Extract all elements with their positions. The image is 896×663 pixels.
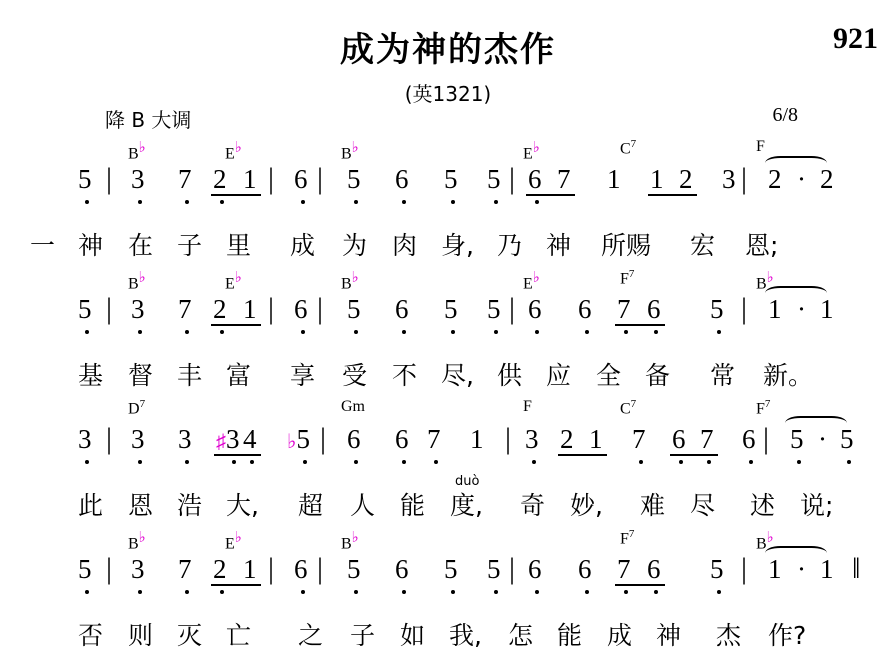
dotted-extension: · bbox=[818, 424, 827, 454]
note-digit: 1 bbox=[243, 164, 257, 194]
beam-underline bbox=[214, 454, 261, 456]
chord-symbol: B♭ bbox=[756, 530, 774, 553]
note-digit: 6 bbox=[672, 424, 686, 454]
note-digit: 6 bbox=[647, 554, 661, 584]
note-digit: 2 bbox=[679, 164, 693, 194]
barline: | bbox=[268, 162, 275, 195]
lyric-syllable: 常 bbox=[710, 361, 736, 390]
note-digit: 3 bbox=[525, 424, 539, 454]
lyric-syllable: 人 bbox=[350, 491, 376, 520]
note-digit: 7 bbox=[632, 424, 646, 454]
note-digit: 2 bbox=[213, 294, 227, 324]
barline: | bbox=[741, 162, 748, 195]
octave-dot-low bbox=[451, 200, 455, 204]
octave-dot-low bbox=[85, 200, 89, 204]
chord-symbol: B♭ bbox=[128, 530, 146, 553]
lyric-syllable: 不 bbox=[392, 361, 418, 390]
lyric-syllable: 供 bbox=[497, 361, 523, 390]
note-digit: 1 bbox=[650, 164, 664, 194]
lyric-syllable: 所赐 bbox=[601, 231, 652, 260]
lyric-syllable: 备 bbox=[645, 361, 671, 390]
note-digit: 2 bbox=[213, 554, 227, 584]
note-row-1 bbox=[0, 160, 896, 218]
chord-symbol: $F^7$ bbox=[756, 398, 771, 418]
lyric-syllable: 则 bbox=[128, 621, 154, 650]
octave-dot-low bbox=[679, 460, 683, 464]
lyric-syllable: 一 bbox=[30, 231, 56, 260]
lyric-syllable: 浩 bbox=[177, 491, 203, 520]
note-digit: 3 bbox=[131, 424, 145, 454]
chord-symbol: B♭ bbox=[341, 140, 359, 163]
pinyin-annotation: duò bbox=[455, 474, 480, 489]
note-digit: 6 bbox=[528, 164, 542, 194]
lyric-syllable: 身, bbox=[441, 231, 474, 260]
octave-dot-low bbox=[402, 330, 406, 334]
octave-dot-low bbox=[585, 590, 589, 594]
note-row-3 bbox=[0, 420, 896, 478]
octave-dot-low bbox=[354, 460, 358, 464]
lyric-syllable: 此 bbox=[78, 491, 104, 520]
octave-dot-low bbox=[354, 330, 358, 334]
beam-underline bbox=[211, 584, 261, 586]
octave-dot-low bbox=[654, 330, 658, 334]
chord-symbol: $F^7$ bbox=[620, 528, 635, 548]
note-digit: 1 bbox=[589, 424, 603, 454]
note-digit: ♭5 bbox=[287, 424, 310, 454]
chord-symbol: E♭ bbox=[225, 140, 242, 163]
lyric-syllable: 怎 bbox=[508, 621, 534, 650]
lyric-syllable: 富 bbox=[226, 361, 252, 390]
lyric-syllable: 基 bbox=[78, 361, 104, 390]
chord-symbol: $C^7$ bbox=[620, 398, 637, 418]
octave-dot-low bbox=[301, 330, 305, 334]
barline: | bbox=[317, 292, 324, 325]
chord-symbol: B♭ bbox=[128, 140, 146, 163]
lyric-syllable: 恩 bbox=[128, 491, 154, 520]
octave-dot-low bbox=[185, 330, 189, 334]
key-signature: 降 B 大调 bbox=[105, 108, 192, 132]
note-digit: 6 bbox=[294, 164, 308, 194]
note-digit: 1 bbox=[768, 294, 782, 324]
chord-symbol: $F^7$ bbox=[620, 268, 635, 288]
octave-dot-low bbox=[494, 590, 498, 594]
octave-dot-low bbox=[717, 590, 721, 594]
lyric-syllable: 作? bbox=[768, 621, 807, 650]
octave-dot-low bbox=[535, 200, 539, 204]
note-digit: 7 bbox=[178, 554, 192, 584]
lyric-syllable: 神 bbox=[656, 621, 682, 650]
note-digit: 5 bbox=[444, 164, 458, 194]
note-digit: 1 bbox=[820, 294, 834, 324]
note-digit: 5 bbox=[487, 294, 501, 324]
note-digit: 5 bbox=[444, 294, 458, 324]
lyric-syllable: 成 bbox=[607, 621, 633, 650]
octave-dot-low bbox=[402, 460, 406, 464]
octave-dot-low bbox=[138, 460, 142, 464]
slur bbox=[765, 286, 827, 300]
note-digit: 5 bbox=[710, 294, 724, 324]
chord-symbol: $D^7$ bbox=[128, 398, 146, 418]
lyric-syllable: 难 bbox=[640, 491, 666, 520]
octave-dot-low bbox=[797, 460, 801, 464]
chord-symbol: B♭ bbox=[341, 270, 359, 293]
lyric-syllable: 尽, bbox=[441, 361, 474, 390]
octave-dot-low bbox=[354, 200, 358, 204]
note-digit: 3 bbox=[131, 164, 145, 194]
lyric-syllable: 应 bbox=[546, 361, 572, 390]
barline: | bbox=[741, 292, 748, 325]
chord-row-3 bbox=[0, 398, 896, 420]
octave-dot-low bbox=[85, 330, 89, 334]
lyric-syllable: 神 bbox=[546, 231, 572, 260]
note-digit: 5 bbox=[347, 294, 361, 324]
note-digit: 1 bbox=[820, 554, 834, 584]
beam-underline bbox=[615, 324, 665, 326]
note-digit: 6 bbox=[742, 424, 756, 454]
music-system-3 bbox=[0, 398, 896, 518]
note-digit: 5 bbox=[444, 554, 458, 584]
barline: | bbox=[505, 422, 512, 455]
octave-dot-low bbox=[220, 330, 224, 334]
lyric-syllable: 灭 bbox=[177, 621, 203, 650]
lyric-syllable: 成 bbox=[290, 231, 316, 260]
lyric-syllable: 述 bbox=[750, 491, 776, 520]
slur bbox=[785, 416, 847, 430]
note-digit: 6 bbox=[347, 424, 361, 454]
note-digit: 5 bbox=[840, 424, 854, 454]
note-digit: 5 bbox=[347, 554, 361, 584]
octave-dot-low bbox=[301, 200, 305, 204]
chord-symbol: B♭ bbox=[128, 270, 146, 293]
lyric-syllable: 恩; bbox=[745, 231, 779, 260]
lyric-syllable: 之 bbox=[298, 621, 324, 650]
lyric-syllable: 丰 bbox=[177, 361, 203, 390]
octave-dot-low bbox=[535, 590, 539, 594]
note-digit: 5 bbox=[78, 554, 92, 584]
barline: | bbox=[106, 292, 113, 325]
lyric-syllable: 说; bbox=[800, 491, 834, 520]
chord-symbol: E♭ bbox=[225, 270, 242, 293]
lyric-syllable: 受 bbox=[342, 361, 368, 390]
octave-dot-low bbox=[847, 460, 851, 464]
octave-dot-low bbox=[717, 330, 721, 334]
lyric-syllable: 宏 bbox=[690, 231, 716, 260]
lyric-syllable: 否 bbox=[78, 621, 104, 650]
octave-dot-low bbox=[138, 200, 142, 204]
note-digit: 1 bbox=[243, 294, 257, 324]
lyric-syllable: 杰 bbox=[716, 621, 742, 650]
note-digit: 5 bbox=[487, 554, 501, 584]
lyric-syllable: 子 bbox=[350, 621, 376, 650]
note-digit: 5 bbox=[487, 164, 501, 194]
note-row-4 bbox=[0, 550, 896, 608]
barline: | bbox=[317, 162, 324, 195]
note-digit: 5 bbox=[78, 294, 92, 324]
slur bbox=[765, 156, 827, 170]
barline: | bbox=[320, 422, 327, 455]
note-digit: 5 bbox=[78, 164, 92, 194]
octave-dot-low bbox=[138, 590, 142, 594]
note-digit: ♯3 bbox=[216, 424, 240, 454]
octave-dot-low bbox=[451, 590, 455, 594]
beam-underline bbox=[670, 454, 718, 456]
lyric-syllable: 子 bbox=[177, 231, 203, 260]
lyric-syllable: 能 bbox=[557, 621, 583, 650]
chord-symbol: B♭ bbox=[341, 530, 359, 553]
note-digit: 1 bbox=[470, 424, 484, 454]
note-digit: 1 bbox=[768, 554, 782, 584]
note-digit: 3 bbox=[131, 294, 145, 324]
note-digit: 1 bbox=[607, 164, 621, 194]
barline: | bbox=[106, 552, 113, 585]
final-barline: ‖ bbox=[852, 552, 861, 585]
note-digit: 6 bbox=[647, 294, 661, 324]
chord-row-4 bbox=[0, 528, 896, 553]
beam-underline bbox=[526, 194, 575, 196]
note-digit: 6 bbox=[294, 554, 308, 584]
dotted-extension: · bbox=[797, 554, 806, 584]
note-digit: 7 bbox=[617, 294, 631, 324]
slur bbox=[765, 546, 827, 560]
octave-dot-low bbox=[624, 590, 628, 594]
note-digit: 7 bbox=[178, 294, 192, 324]
lyric-syllable: 全 bbox=[596, 361, 622, 390]
chord-symbol: B♭ bbox=[756, 270, 774, 293]
time-signature: 6/8 bbox=[772, 104, 798, 126]
barline: | bbox=[268, 292, 275, 325]
beam-underline bbox=[211, 324, 261, 326]
note-digit: 6 bbox=[528, 554, 542, 584]
note-digit: 6 bbox=[395, 294, 409, 324]
note-digit: 5 bbox=[790, 424, 804, 454]
dotted-extension: · bbox=[797, 294, 806, 324]
note-digit: 6 bbox=[578, 554, 592, 584]
note-digit: 6 bbox=[294, 294, 308, 324]
chord-symbol: E♭ bbox=[225, 530, 242, 553]
note-digit: 2 bbox=[768, 164, 782, 194]
page-title: 成为神的杰作 bbox=[340, 30, 556, 70]
subtitle: (英1321) bbox=[404, 82, 492, 106]
note-digit: 7 bbox=[178, 164, 192, 194]
octave-dot-low bbox=[532, 460, 536, 464]
note-digit: 2 bbox=[213, 164, 227, 194]
lyric-syllable: 尽 bbox=[690, 491, 716, 520]
dotted-extension: · bbox=[797, 164, 806, 194]
lyric-syllable: 我, bbox=[449, 621, 482, 650]
chord-symbol: F bbox=[756, 138, 765, 155]
barline: | bbox=[106, 162, 113, 195]
barline: | bbox=[509, 162, 516, 195]
note-digit: 4 bbox=[243, 424, 257, 454]
octave-dot-low bbox=[402, 200, 406, 204]
note-digit: 3 bbox=[722, 164, 736, 194]
lyric-syllable: 里 bbox=[226, 231, 252, 260]
octave-dot-low bbox=[185, 460, 189, 464]
note-digit: 5 bbox=[710, 554, 724, 584]
note-digit: 6 bbox=[578, 294, 592, 324]
note-digit: 1 bbox=[243, 554, 257, 584]
note-digit: 6 bbox=[395, 554, 409, 584]
lyric-row-4 bbox=[0, 608, 896, 648]
lyric-syllable: 妙, bbox=[570, 491, 603, 520]
note-digit: 6 bbox=[395, 164, 409, 194]
lyric-syllable: 肉 bbox=[392, 231, 418, 260]
octave-dot-low bbox=[301, 590, 305, 594]
chord-symbol: Gm bbox=[341, 398, 365, 415]
chord-symbol: $C^7$ bbox=[620, 138, 637, 158]
note-row-2 bbox=[0, 290, 896, 348]
lyric-syllable: 如 bbox=[400, 621, 426, 650]
octave-dot-low bbox=[185, 200, 189, 204]
beam-underline bbox=[615, 584, 665, 586]
note-digit: 7 bbox=[427, 424, 441, 454]
chord-row-1 bbox=[0, 138, 896, 163]
lyric-syllable: 亡 bbox=[226, 621, 252, 650]
beam-underline bbox=[648, 194, 697, 196]
octave-dot-low bbox=[354, 590, 358, 594]
lyric-syllable: 乃 bbox=[497, 231, 523, 260]
note-digit: 7 bbox=[700, 424, 714, 454]
octave-dot-low bbox=[749, 460, 753, 464]
note-digit: 5 bbox=[347, 164, 361, 194]
note-digit: 3 bbox=[178, 424, 192, 454]
octave-dot-low bbox=[250, 460, 254, 464]
barline: | bbox=[106, 422, 113, 455]
octave-dot-low bbox=[232, 460, 236, 464]
chord-symbol: F bbox=[523, 398, 532, 415]
octave-dot-low bbox=[707, 460, 711, 464]
octave-dot-low bbox=[220, 200, 224, 204]
octave-dot-low bbox=[585, 330, 589, 334]
lyric-syllable: 在 bbox=[128, 231, 154, 260]
chord-symbol: E♭ bbox=[523, 270, 540, 293]
note-digit: 2 bbox=[560, 424, 574, 454]
music-system-1 bbox=[0, 138, 896, 258]
lyric-row-2 bbox=[0, 348, 896, 388]
barline: | bbox=[509, 552, 516, 585]
octave-dot-low bbox=[402, 590, 406, 594]
lyric-syllable: 超 bbox=[298, 491, 324, 520]
note-digit: 6 bbox=[528, 294, 542, 324]
lyric-syllable: 度, bbox=[450, 491, 483, 520]
lyric-syllable: 能 bbox=[400, 491, 426, 520]
lyric-syllable: 为 bbox=[342, 231, 368, 260]
chord-row-2 bbox=[0, 268, 896, 293]
lyric-syllable: 新。 bbox=[763, 361, 814, 390]
note-digit: 7 bbox=[617, 554, 631, 584]
beam-underline bbox=[211, 194, 261, 196]
lyric-syllable: 神 bbox=[78, 231, 104, 260]
octave-dot-low bbox=[639, 460, 643, 464]
music-system-2 bbox=[0, 268, 896, 388]
octave-dot-low bbox=[535, 330, 539, 334]
note-digit: 6 bbox=[395, 424, 409, 454]
note-digit: 3 bbox=[131, 554, 145, 584]
note-digit: 2 bbox=[820, 164, 834, 194]
octave-dot-low bbox=[624, 330, 628, 334]
hymn-number: 921 bbox=[833, 22, 878, 55]
chord-symbol: E♭ bbox=[523, 140, 540, 163]
barline: | bbox=[763, 422, 770, 455]
barline: | bbox=[268, 552, 275, 585]
octave-dot-low bbox=[185, 590, 189, 594]
octave-dot-low bbox=[494, 330, 498, 334]
lyric-row-3 bbox=[0, 474, 896, 520]
lyric-syllable: 督 bbox=[128, 361, 154, 390]
lyric-row-1 bbox=[0, 218, 896, 258]
octave-dot-low bbox=[85, 590, 89, 594]
barline: | bbox=[741, 552, 748, 585]
octave-dot-low bbox=[220, 590, 224, 594]
note-digit: 7 bbox=[557, 164, 571, 194]
barline: | bbox=[317, 552, 324, 585]
octave-dot-low bbox=[303, 460, 307, 464]
octave-dot-low bbox=[654, 590, 658, 594]
beam-underline bbox=[558, 454, 607, 456]
lyric-syllable: 大, bbox=[226, 491, 259, 520]
octave-dot-low bbox=[451, 330, 455, 334]
octave-dot-low bbox=[138, 330, 142, 334]
lyric-syllable: 奇 bbox=[520, 491, 546, 520]
octave-dot-low bbox=[85, 460, 89, 464]
octave-dot-low bbox=[494, 200, 498, 204]
music-system-4 bbox=[0, 528, 896, 648]
barline: | bbox=[509, 292, 516, 325]
lyric-syllable: 享 bbox=[290, 361, 316, 390]
octave-dot-low bbox=[434, 460, 438, 464]
note-digit: 3 bbox=[78, 424, 92, 454]
